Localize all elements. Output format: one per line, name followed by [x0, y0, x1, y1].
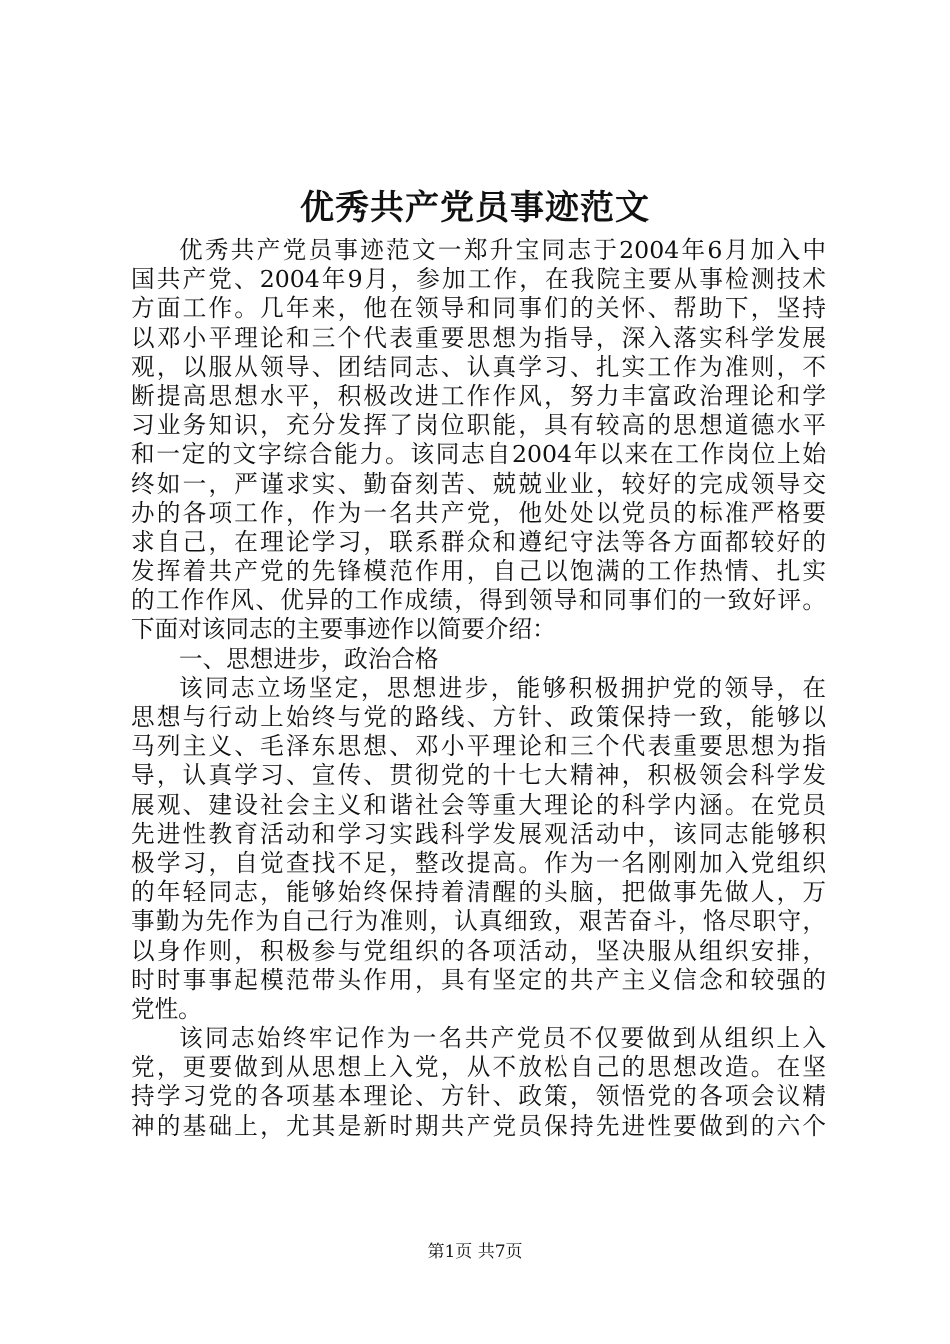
- text-line: 一、思想进步，政治合格: [179, 644, 439, 673]
- text-line: 办的各项工作，作为一名共产党，他处处以党员的标准严格要: [131, 498, 826, 527]
- document-title: 优秀共产党员事迹范文: [300, 188, 650, 228]
- text-line: 该同志始终牢记作为一名共产党员不仅要做到从组织上入: [179, 1024, 826, 1053]
- text-line: 该同志立场坚定，思想进步，能够积极拥护党的领导，在: [179, 673, 826, 702]
- text-line: 思想与行动上始终与党的路线、方针、政策保持一致，能够以: [131, 703, 826, 731]
- text-line: 展观、建设社会主义和谐社会等重大理论的科学内涵。在党员: [131, 790, 826, 819]
- text-line: 党，更要做到从思想上入党，从不放松自己的思想改造。在坚: [131, 1053, 826, 1082]
- text-line: 习业务知识，充分发挥了岗位职能，具有较高的思想道德水平: [131, 411, 826, 440]
- text-line: 的工作作风、优异的工作成绩，得到领导和同事们的一致好评。: [131, 586, 826, 615]
- text-line: 极学习，自觉查找不足，整改提高。作为一名刚刚加入党组织: [131, 848, 826, 877]
- text-line: 下面对该同志的主要事迹作以简要介绍：: [131, 615, 556, 644]
- text-line: 断提高思想水平，积极改进工作作风，努力丰富政治理论和学: [131, 381, 826, 410]
- text-line: 的年轻同志，能够始终保持着清醒的头脑，把做事先做人，万: [131, 878, 826, 907]
- text-line: 时时事事起模范带头作用，具有坚定的共产主义信念和较强的: [131, 965, 826, 994]
- text-line: 求自己，在理论学习，联系群众和遵纪守法等各方面都较好的: [131, 527, 826, 556]
- page-footer: 第1页 共7页: [427, 1242, 523, 1262]
- text-line: 国共产党、2004年9月，参加工作，在我院主要从事检测技术: [131, 265, 826, 294]
- text-line: 优秀共产党员事迹范文一郑升宝同志于2004年6月加入中: [179, 236, 826, 264]
- text-line: 持学习党的各项基本理论、方针、政策，领悟党的各项会议精: [131, 1082, 826, 1111]
- text-line: 方面工作。几年来，他在领导和同事们的关怀、帮助下，坚持: [131, 294, 826, 323]
- text-line: 观，以服从领导、团结同志、认真学习、扎实工作为准则，不: [131, 352, 826, 381]
- text-line: 终如一，严谨求实、勤奋刻苦、兢兢业业，较好的完成领导交: [131, 469, 826, 498]
- text-line: 先进性教育活动和学习实践科学发展观活动中，该同志能够积: [131, 819, 826, 848]
- text-line: 党性。: [131, 994, 202, 1023]
- document-body: [131, 236, 826, 1141]
- text-line: 以身作则，积极参与党组织的各项活动，坚决服从组织安排，: [131, 936, 826, 965]
- text-line: 马列主义、毛泽东思想、邓小平理论和三个代表重要思想为指: [131, 732, 826, 761]
- text-line: 事勤为先作为自己行为准则，认真细致，艰苦奋斗，恪尽职守，: [131, 907, 826, 936]
- text-line: 神的基础上，尤其是新时期共产党员保持先进性要做到的六个: [131, 1111, 826, 1140]
- text-line: 导，认真学习、宣传、贯彻党的十七大精神，积极领会科学发: [131, 761, 826, 790]
- text-line: 以邓小平理论和三个代表重要思想为指导，深入落实科学发展: [131, 323, 826, 352]
- text-line: 和一定的文字综合能力。该同志自2004年以来在工作岗位上始: [131, 440, 826, 469]
- text-line: 发挥着共产党的先锋模范作用，自己以饱满的工作热情、扎实: [131, 557, 826, 586]
